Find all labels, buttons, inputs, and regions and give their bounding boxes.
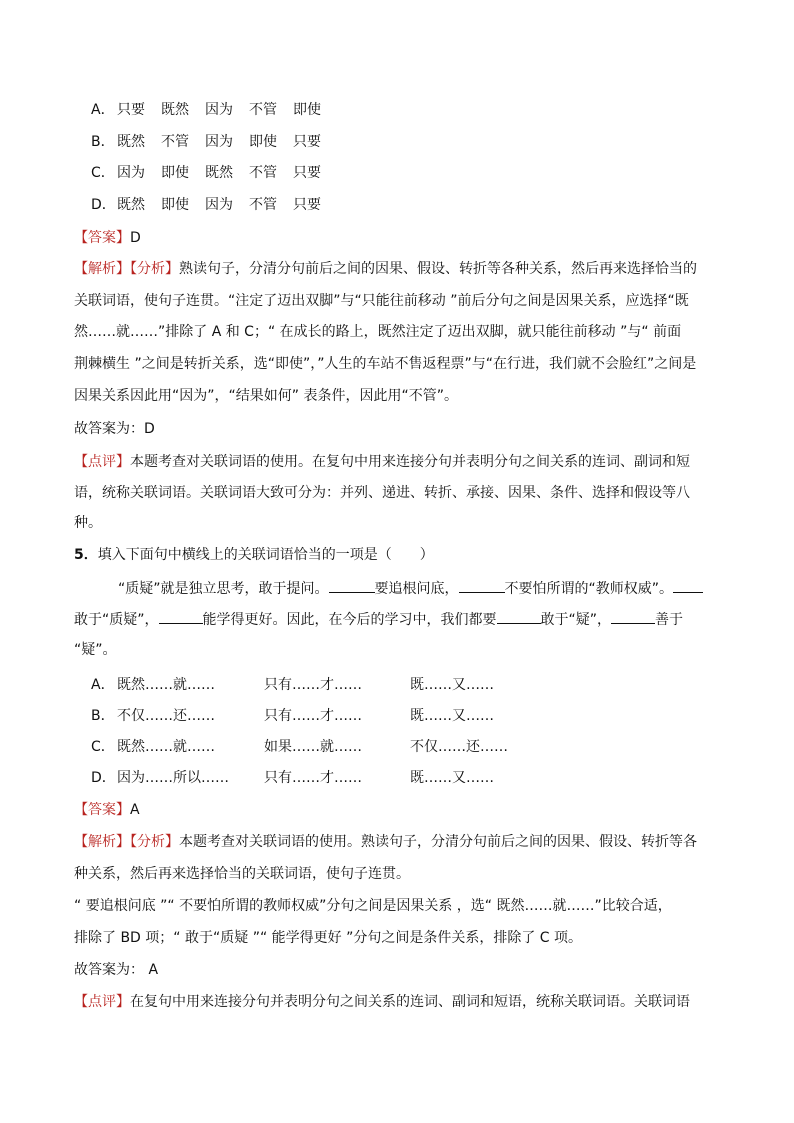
option-pair: 只有……才…… <box>264 770 362 786</box>
option-word: 不管 <box>249 165 277 181</box>
q5-comment-line <box>74 992 690 1012</box>
option-pair: 既……又…… <box>410 677 494 693</box>
option-pair: 既……又…… <box>410 770 494 786</box>
comment-text: 本题考查对关联词语的使用。在复句中用来连接分句并表明分句之间关系的连词、副词和短 <box>130 454 690 470</box>
option-letter: D． <box>91 197 116 213</box>
q4-comment-line: 种。 <box>74 515 102 531</box>
passage-text: 能学得更好。因此，在今后的学习中，我们都要 <box>202 612 497 628</box>
option-pair: 只有……才…… <box>264 708 362 724</box>
option-word: 即使 <box>293 102 321 118</box>
fill-blank <box>159 609 203 624</box>
option-word: 既然 <box>161 102 189 118</box>
option-word: 只要 <box>293 197 321 213</box>
option-word: 既然 <box>117 197 145 213</box>
comment-tag: 【点评】 <box>74 994 130 1010</box>
option-letter: A． <box>91 677 115 693</box>
option-word: 不管 <box>249 102 277 118</box>
option-letter: D． <box>91 770 116 786</box>
option-word: 因为 <box>205 197 233 213</box>
q4-analysis-line <box>74 259 697 279</box>
fill-blank <box>459 578 505 593</box>
option-word: 既然 <box>117 134 145 150</box>
option-pair: 因为……所以…… <box>117 770 229 786</box>
question-text: 填入下面句中横线上的关联词语恰当的一项是（ ） <box>97 547 434 563</box>
answer-value: D <box>130 230 141 246</box>
q4-analysis-line: 然……就……”排除了 A 和 C；“ 在成长的路上，既然注定了迈出双脚，就只能往前移动 ”与“ 前面 <box>74 324 682 340</box>
q5-analysis-line <box>74 832 697 852</box>
q4-analysis-line: 因果关系因此用“因为”，“结果如何” 表条件，因此用“不管”。 <box>74 388 458 404</box>
passage-text: 善于 <box>655 612 684 628</box>
option-word: 即使 <box>161 165 189 181</box>
q5-passage-line <box>74 609 683 630</box>
analysis-text: 本题考查对关联词语的使用。熟读句子，分清分句前后之间的因果、假设、转折等各 <box>179 834 697 850</box>
q5-analysis-line: 种关系，然后再来选择恰当的关联词语，使句子连贯。 <box>74 866 410 882</box>
q5-analysis-line: 排除了 BD 项；“ 敢于“质疑 ”“ 能学得更好 ”分句之间是条件关系，排除了 C 项。 <box>74 930 583 946</box>
analysis-text: 熟读句子，分清分句前后之间的因果、假设、转折等各种关系，然后再来选择恰当的 <box>179 261 697 277</box>
option-word: 即使 <box>249 134 277 150</box>
option-letter: B． <box>91 134 115 150</box>
fill-blank <box>611 609 655 624</box>
option-letter: C． <box>91 739 115 755</box>
option-pair: 既然……就…… <box>117 677 215 693</box>
comment-tag: 【点评】 <box>74 454 130 470</box>
q5-answer <box>74 800 140 820</box>
fill-blank <box>673 578 703 593</box>
option-word: 因为 <box>117 165 145 181</box>
fill-blank <box>329 578 375 593</box>
passage-text: 敢于“疑”， <box>540 612 612 628</box>
option-word: 因为 <box>205 134 233 150</box>
option-letter: C． <box>91 165 115 181</box>
option-pair: 不仅……还…… <box>410 739 508 755</box>
passage-text: 要追根问底， <box>374 581 459 597</box>
analysis-tag: 【解析】【分析】 <box>74 261 179 277</box>
q5-question <box>74 545 434 565</box>
q5-analysis-line: “ 要追根问底 ”“ 不要怕所谓的教师权威”分句之间是因果关系 ，选“ 既然……就……”比较合适， <box>74 898 672 914</box>
question-number: 5． <box>74 547 98 563</box>
comment-text: 在复句中用来连接分句并表明分句之间关系的连词、副词和短语，统称关联词语。关联词语 <box>130 994 690 1010</box>
q4-comment-line: 语，统称关联词语。关联词语大致可分为：并列、递进、转折、承接、因果、条件、选择和假设等八 <box>74 485 690 501</box>
q4-analysis-line: 荆棘横生 ”之间是转折关系，选“即使”，”人生的车站不售返程票”与“在行进，我们就不会脸红”之间是 <box>74 356 697 372</box>
option-pair: 不仅……还…… <box>117 708 215 724</box>
passage-text: “质疑”就是独立思考，敢于提问。 <box>118 581 329 597</box>
option-pair: 如果……就…… <box>264 739 362 755</box>
q4-conclusion: 故答案为：D <box>74 421 155 437</box>
option-word: 既然 <box>205 165 233 181</box>
option-pair: 只有……才…… <box>264 677 362 693</box>
answer-value: A <box>130 802 140 818</box>
fill-blank <box>497 609 541 624</box>
option-word: 不管 <box>249 197 277 213</box>
option-word: 不管 <box>161 134 189 150</box>
option-pair: 既……又…… <box>410 708 494 724</box>
option-word: 只要 <box>117 102 145 118</box>
passage-text: 不要怕所谓的“教师权威”。 <box>504 581 674 597</box>
analysis-tag: 【解析】【分析】 <box>74 834 179 850</box>
option-letter: A． <box>91 102 115 118</box>
option-pair: 既然……就…… <box>117 739 215 755</box>
q5-passage-line: “疑”。 <box>74 642 117 658</box>
answer-tag: 【答案】 <box>74 802 130 818</box>
answer-tag: 【答案】 <box>74 230 130 246</box>
q4-comment-line <box>74 452 690 472</box>
option-word: 即使 <box>161 197 189 213</box>
option-letter: B． <box>91 708 115 724</box>
q4-answer <box>74 228 141 248</box>
option-word: 因为 <box>205 102 233 118</box>
q4-analysis-line: 关联词语，使句子连贯。“注定了迈出双脚”与“只能往前移动 ”前后分句之间是因果关系，应选择“既 <box>74 293 689 309</box>
option-word: 只要 <box>293 134 321 150</box>
q5-conclusion: 故答案为： A <box>74 962 159 978</box>
option-word: 只要 <box>293 165 321 181</box>
passage-text: 敢于“质疑”， <box>74 612 159 628</box>
q5-passage-line <box>118 578 703 599</box>
